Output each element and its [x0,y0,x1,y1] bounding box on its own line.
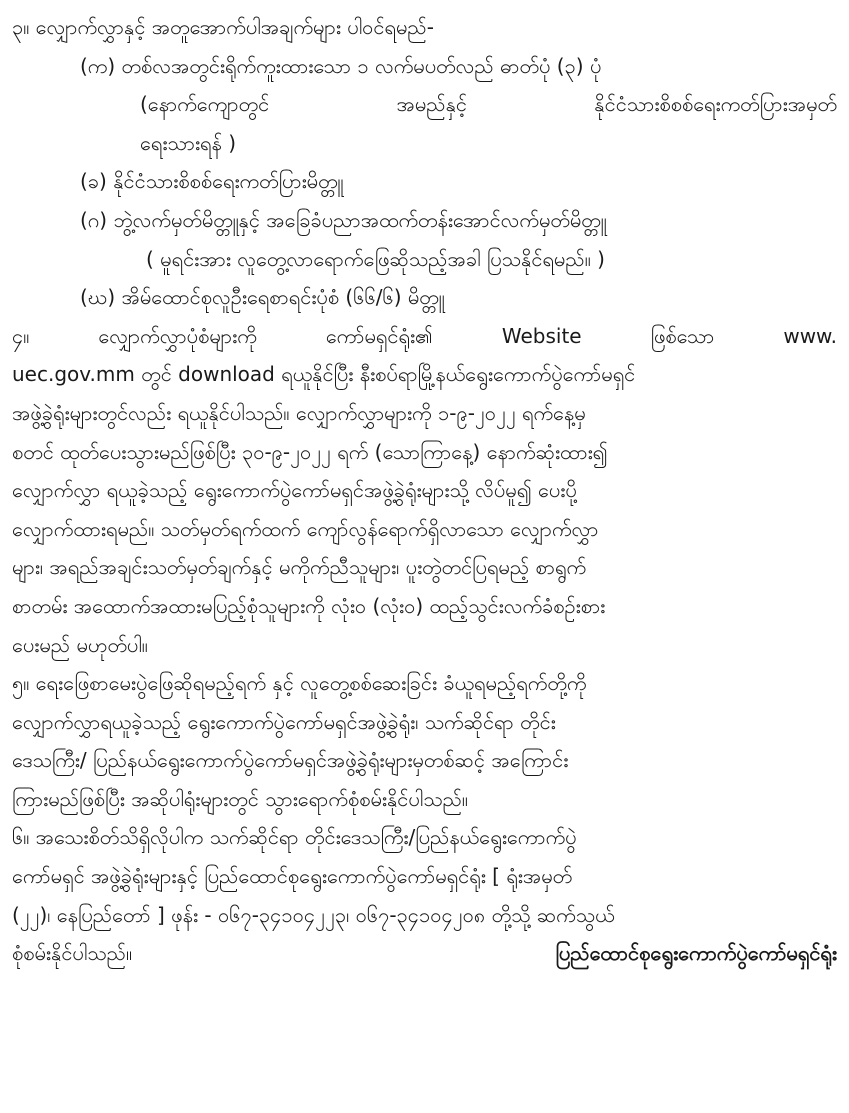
section-3-item-ka-line-2 [12,85,837,124]
section-6-line-2: ကော်မရှင် အဖွဲ့ခွဲရုံးများနှင့် ပြည်ထောင်စုရွေးကောက်ပွဲကော်မရှင်ရုံး [ ရုံးအမှတ် [12,864,573,889]
section-4-line-2: uec.gov.mm တွင် download ရယူနိုင်ပြီး နီးစပ်ရာမြို့နယ်ရွေးကောက်ပွဲကော်မရှင် [12,362,636,387]
section-4-word-4: ဖြစ်သော [650,323,715,348]
section-3-item-ka-line-1: (က) တစ်လအတွင်းရိုက်ကူးထားသော ၁ လက်မပတ်လည် ဓာတ်ပုံ (၃) ပုံ [80,53,602,78]
section-3-item-kha: (ခ) နိုင်ငံသားစိစစ်ရေးကတ်ပြားမိတ္တူ [80,169,344,194]
section-6-line-3: (၂၂)၊ နေပြည်တော် ] ဖုန်း - ၀၆၇-၃၄၁၀၄၂၂၃၊ ၀၆၇-၃၄၁၀၄၂၀၈ တို့သို့ ဆက်သွယ် [12,902,615,927]
section-3-heading: ၃။ လျှောက်လွှာနှင့် အတူအောက်ပါအချက်များ ပါဝင်ရမည်- [12,15,434,39]
section-3-item-ka-line-3: ရေးသားရန် ) [140,130,237,155]
section-3-item-ka-line-2-part-b: အမည်နှင့် [396,92,468,117]
section-3-item-ka-line-2-part-c: နိုင်ငံသားစိစစ်ရေးကတ်ပြားအမှတ် [594,92,837,117]
section-4-line-4: စတင် ထုတ်ပေးသွားမည်ဖြစ်ပြီး ၃၀-၉-၂၀၂၂ ရက် (သောကြာနေ့) နောက်ဆုံးထား၍ [12,439,608,464]
section-6-line-4: စုံစမ်းနိုင်ပါသည်။ [12,941,133,966]
section-4-line-1 [12,317,837,356]
section-3-item-gha: (ဃ) အိမ်ထောင်စုလူဦးရေစာရင်းပုံစံ (၆၆/၆) မိတ္တူ [80,285,445,310]
section-5-line-4: ကြားမည်ဖြစ်ပြီး အဆိုပါရုံးများတွင် သွားရောက်စုံစမ်းနိုင်ပါသည်။ [12,786,468,811]
issuer-signature: ပြည်ထောင်စုရွေးကောက်ပွဲကော်မရှင်ရုံး [555,941,837,966]
section-4-word-1: လျှောက်လွှာပုံစံများကို [98,323,257,348]
section-4-line-3: အဖွဲ့ခွဲရုံးများတွင်လည်း ရယူနိုင်ပါသည်။ လျှောက်လွှာများကို ၁-၉-၂၀၂၂ ရက်နေ့မှ [12,400,586,425]
section-4-line-9: ပေးမည် မဟုတ်ပါ။ [12,632,148,657]
section-5-line-3: ဒေသကြီး/ ပြည်နယ်ရွေးကောက်ပွဲကော်မရှင်အဖွဲ့ခွဲရုံးများမှတစ်ဆင့် အကြောင်း [12,748,569,773]
section-5-line-1: ၅။ ရေးဖြေစာမေးပွဲဖြေဆိုရမည့်ရက် နှင့် လူတွေ့စစ်ဆေးခြင်း ခံယူရမည့်ရက်တို့ကို [12,671,587,696]
section-5-line-2: လျှောက်လွှာရယူခဲ့သည့် ရွေးကောက်ပွဲကော်မရှင်အဖွဲ့ခွဲရုံး၊ သက်ဆိုင်ရာ တိုင်း [12,709,556,734]
section-6-last-line [12,934,837,973]
section-3-item-ga-line-2: ( မူရင်းအား လူတွေ့လာရောက်ဖြေဆိုသည့်အခါ ပြသနိုင်ရမည်။ ) [146,246,605,271]
section-6-line-1: ၆။ အသေးစိတ်သိရှိလိုပါက သက်ဆိုင်ရာ တိုင်းဒေသကြီး/ပြည်နယ်ရွေးကောက်ပွဲ [12,825,577,850]
section-4-line-8: စာတမ်း အထောက်အထားမပြည့်စုံသူများကို လုံးဝ (လုံးဝ) ထည့်သွင်းလက်ခံစဉ်းစား [12,593,606,618]
section-4-word-2: ကော်မရှင်ရုံး၏ [325,323,433,348]
section-3-item-ka-line-2-part-a: (နောက်ကျောတွင် [140,92,270,117]
section-4-number: ၄။ [12,323,30,348]
section-4-line-6: လျှောက်ထားရမည်။ သတ်မှတ်ရက်ထက် ကျော်လွန်ရောက်ရှိလာသော လျှောက်လွှာ [12,516,599,541]
section-4-line-7: များ၊ အရည်အချင်းသတ်မှတ်ချက်နှင့် မကိုက်ညီသူများ၊ ပူးတွဲတင်ပြရမည့် စာရွက် [12,555,587,580]
section-3-item-ga-line-1: (ဂ) ဘွဲ့လက်မှတ်မိတ္တူနှင့် အခြေခံပညာအထက်တန်းအောင်လက်မှတ်မိတ္တူ [80,207,607,232]
section-4-word-5: www. [783,323,837,348]
section-4-line-5: လျှောက်လွှာ ရယူခဲ့သည့် ရွေးကောက်ပွဲကော်မရှင်အဖွဲ့ခွဲရုံးများသို့ လိပ်မူ၍ ပေးပို့ [12,478,577,503]
section-4-word-3: Website [501,323,582,348]
